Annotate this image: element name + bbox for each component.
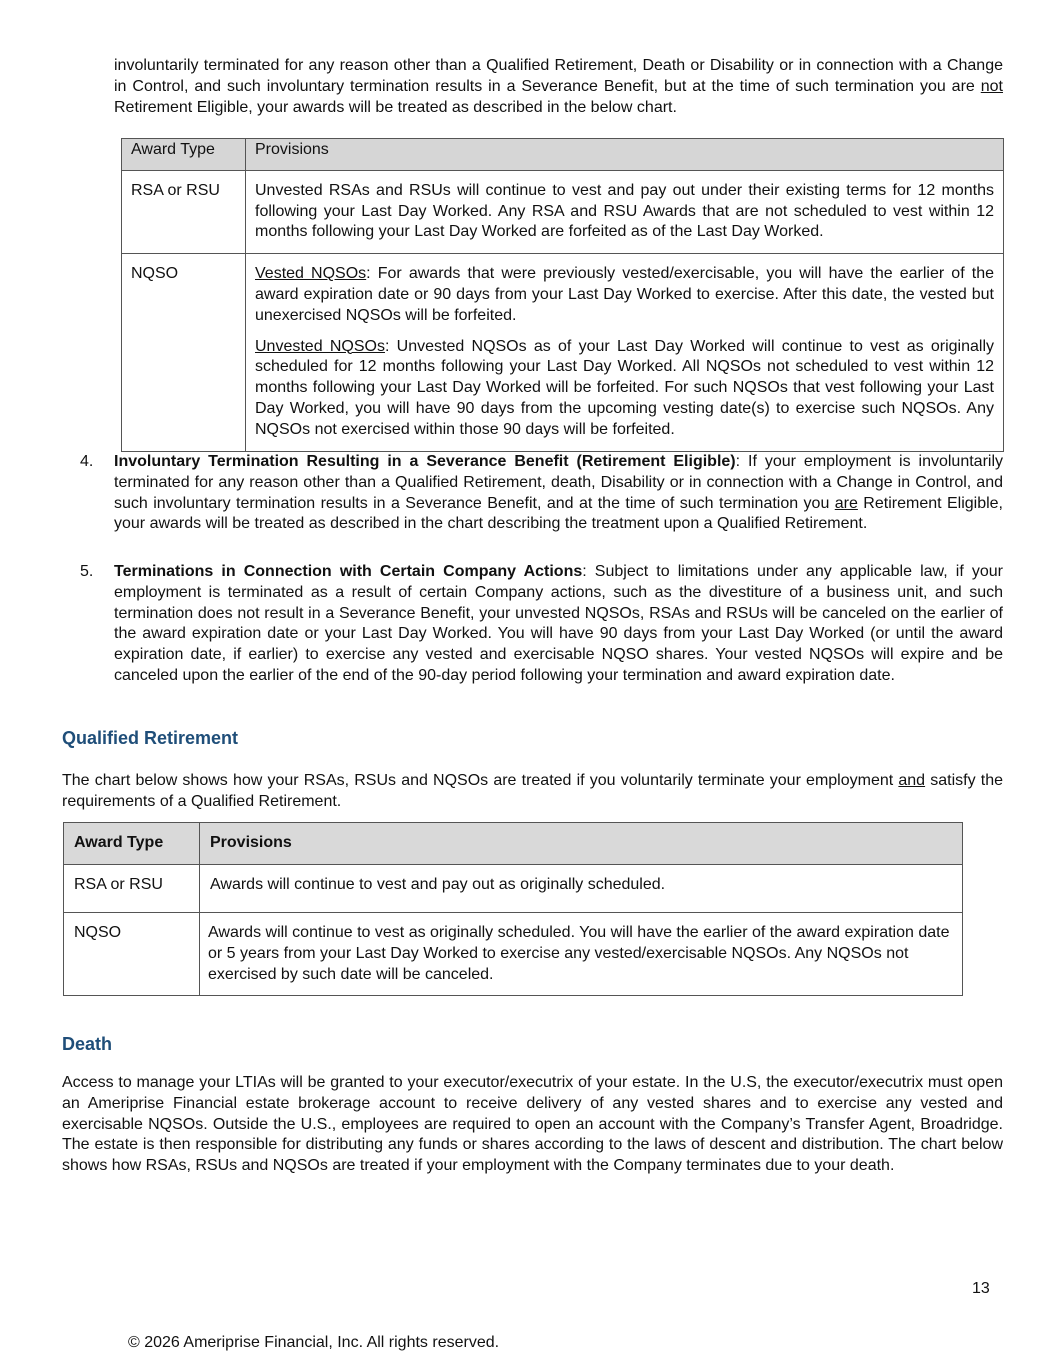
intro-paragraph: involuntarily terminated for any reason other than a Qualified Retirement, Death or Disability or in connection with a Change in Control, and such involuntary termination results in a Severance Benefit, but at the time of such termination you are not Retirement Eligible, your awards will be treated as described in the below chart. — [114, 57, 1003, 116]
qualified-retirement-paragraph: The chart below shows how your RSAs, RSUs and NQSOs are treated if you voluntarily terminate your employment and satisfy the requirements of a Qualified Retirement. — [62, 772, 1003, 810]
provisions-cell — [246, 254, 1004, 451]
provisions-cell: Unvested RSAs and RSUs will continue to vest and pay out under their existing terms for 12 months following your Last Day Worked. Any RSA and RSU Awards that are not scheduled to vest within 12 months following your Last Day Worked are forfeited as of the Last Day Worked. — [246, 170, 1004, 253]
copyright-footer: © 2026 Ameriprise Financial, Inc. All rights reserved. — [128, 1334, 500, 1351]
table-row — [64, 865, 963, 913]
table-header-award-type: Award Type — [122, 139, 246, 171]
award-type-cell: NQSO — [64, 913, 200, 996]
vested-nqso-paragraph: Vested NQSOs: For awards that were previously vested/exercisable, you will have the earlier of the award expiration date or 90 days from your Last Day Worked to exercise. After this date, the vested but unexercised NQSOs will be forfeited. — [255, 265, 995, 324]
table-header-row — [64, 823, 963, 865]
death-heading: Death — [62, 1034, 113, 1054]
page-number: 13 — [972, 1280, 990, 1297]
award-type-cell: RSA or RSU — [64, 865, 200, 913]
award-type-cell: RSA or RSU — [122, 170, 246, 253]
unvested-nqso-paragraph: Unvested NQSOs: Unvested NQSOs as of your Last Day Worked will continue to vest as originally scheduled for 12 months following your Last Day Worked. All NQSOs not scheduled to vest within 12 months following your Last Day Worked will be forfeited. For such NQSOs that vest following your Last Day Worked, you will have 90 days from the upcoming vesting date(s) to exercise such NQSOs. Any NQSOs not exercised within those 90 days will be forfeited. — [255, 337, 994, 438]
table-row — [122, 170, 1004, 253]
table-header-award-type: Award Type — [64, 823, 200, 865]
list-item-5: 5. Terminations in Connection with Certain Company Actions: Subject to limitations under any applicable law, if your employment is terminated as a result of certain Company actions, such as the divestiture of a business unit, and such termination does not result in a Severance Benefit, your unvested NQSOs, RSAs and RSUs will be canceled on the earlier of the award expiration date or your Last Day Worked. You will have 90 days from your Last Day Worked (or until the award expiration date, if earlier) to exercise any vested and exercisable NQSO shares. Your vested NQSOs will expire and be canceled upon the earlier of the end of the 90-day period following your termination and award expiration date. — [80, 563, 1004, 684]
death-paragraph: Access to manage your LTIAs will be granted to your executor/executrix of your estate. In the U.S, the executor/executrix must open an Ameriprise Financial estate brokerage account to receive delivery of any vested shares and to exercise any vested and exercisable NQSOs. Outside the U.S., employees are required to open an account with the Company’s Transfer Agent, Broadridge. The estate is then responsible for distributing any funds or shares according to the laws of descent and distribution. The chart below shows how RSAs, RSUs and NQSOs are treated if your employment with the Company terminates due to your death. — [62, 1074, 1003, 1175]
list-number: 5. — [80, 563, 94, 580]
table-header-provisions: Provisions — [200, 823, 963, 865]
table-row — [64, 913, 963, 996]
provisions-cell: Awards will continue to vest as originally scheduled. You will have the earlier of the award expiration date or 5 years from your Last Day Worked to exercise any vested/exercisable NQSOs. Any NQSOs not exercised by such date will be canceled. — [200, 913, 963, 996]
table-header-row — [122, 139, 1004, 171]
table-row — [122, 254, 1004, 451]
qualified-retirement-heading: Qualified Retirement — [62, 728, 239, 748]
list-item-4: 4. Involuntary Termination Resulting in a Severance Benefit (Retirement Eligible): If your employment is involuntarily terminated for any reason other than a Qualified Retirement, death, Disability or in connection with a Change in Control, and such involuntary termination results in a Severance Benefit, and at the time of such termination you are Retirement Eligible, your awards will be treated as described in the chart describing the treatment upon a Qualified Retirement. — [80, 453, 1004, 533]
qualified-retirement-table — [63, 822, 963, 996]
table-header-provisions: Provisions — [246, 139, 1004, 171]
list-number: 4. — [80, 453, 94, 470]
provisions-cell: Awards will continue to vest and pay out as originally scheduled. — [200, 865, 963, 913]
involuntary-termination-table — [121, 138, 1004, 452]
award-type-cell: NQSO — [122, 254, 246, 451]
